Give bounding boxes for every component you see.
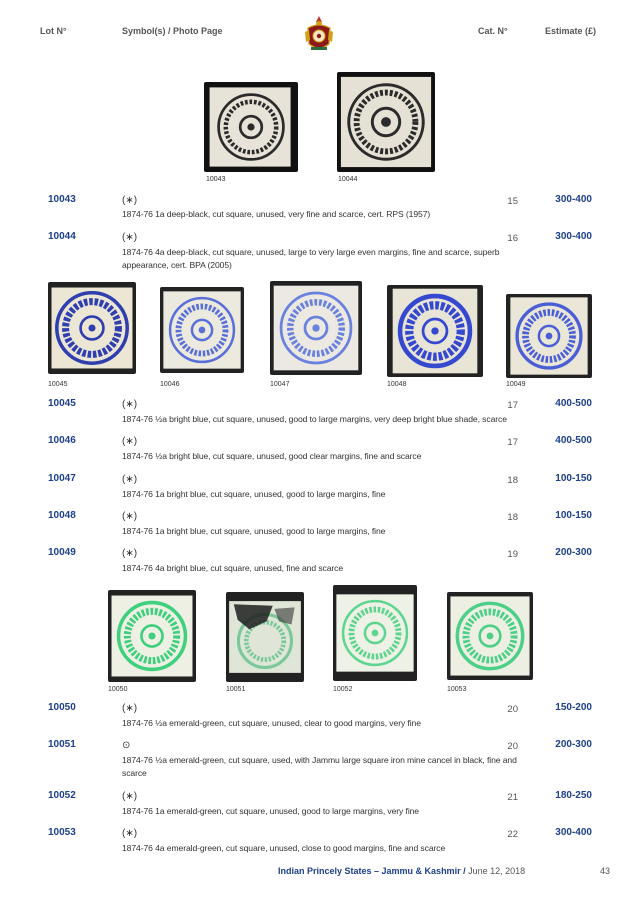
- stamp-image-10048: [387, 285, 483, 377]
- image-label: 10051: [226, 686, 246, 693]
- sale-date: June 12, 2018: [468, 866, 526, 876]
- photo-page: 21: [507, 792, 518, 803]
- condition-symbol: (∗): [122, 232, 138, 243]
- lot-number: 10043: [48, 194, 76, 205]
- catalogue-title: Indian Princely States – Jammu & Kashmir: [278, 866, 461, 876]
- lot-description: 1874-76 1a bright blue, cut square, unused, good to large margins, fine: [122, 526, 386, 536]
- condition-symbol: (∗): [122, 436, 138, 447]
- lot-number: 10049: [48, 547, 76, 558]
- stamp-image-10052: [333, 585, 417, 681]
- condition-symbol: (∗): [122, 548, 138, 559]
- stamp-image-10049: [506, 294, 592, 378]
- condition-symbol: (∗): [122, 399, 138, 410]
- condition-symbol: (∗): [122, 511, 138, 522]
- stamp-image-10050: [108, 590, 196, 682]
- image-label: 10043: [206, 176, 226, 183]
- estimate: 200-300: [555, 547, 592, 558]
- stamp-image-10044: [337, 72, 435, 172]
- condition-symbol: (∗): [122, 703, 138, 714]
- lot-description: 1874-76 1a bright blue, cut square, unused, good to large margins, fine: [122, 489, 386, 499]
- condition-symbol: (∗): [122, 195, 138, 206]
- lot-number: 10052: [48, 790, 76, 801]
- image-label: 10050: [108, 686, 128, 693]
- condition-symbol: (∗): [122, 474, 138, 485]
- header-lot-column: Lot N°: [40, 26, 67, 36]
- image-label: 10049: [506, 381, 526, 388]
- lot-description: 1874-76 ½a bright blue, cut square, unused, good clear margins, fine and scarce: [122, 451, 422, 461]
- lot-number: 10044: [48, 231, 76, 242]
- photo-page: 17: [507, 437, 518, 448]
- photo-page: 15: [507, 196, 518, 207]
- photo-page: 18: [507, 475, 518, 486]
- lot-description: 1874-76 4a bright blue, cut square, unused, fine and scarce: [122, 563, 344, 573]
- lot-number: 10053: [48, 827, 76, 838]
- estimate: 400-500: [555, 398, 592, 409]
- stamp-image-10053: [447, 592, 533, 680]
- stamp-image-10047: [270, 281, 362, 375]
- image-label: 10053: [447, 686, 467, 693]
- lot-description: 1874-76 1a deep-black, cut square, unused, very fine and scarce, cert. RPS (1957): [122, 209, 431, 219]
- estimate: 180-250: [555, 790, 592, 801]
- estimate: 300-400: [555, 231, 592, 242]
- photo-page: 20: [507, 704, 518, 715]
- lot-description: 1874-76 ½a emerald-green, cut square, used, with Jammu large square iron mine cancel in black, fine and scarce: [122, 755, 517, 778]
- condition-symbol: (∗): [122, 791, 138, 802]
- estimate: 300-400: [555, 827, 592, 838]
- condition-symbol: ⊙: [122, 740, 131, 751]
- estimate: 100-150: [555, 510, 592, 521]
- photo-page: 19: [507, 549, 518, 560]
- header-symbol-column: Symbol(s) / Photo Page: [122, 26, 223, 36]
- lot-number: 10046: [48, 435, 76, 446]
- photo-page: 22: [507, 829, 518, 840]
- image-label: 10044: [338, 176, 358, 183]
- image-label: 10048: [387, 381, 407, 388]
- lot-description: 1874-76 4a deep-black, cut square, unused, large to very large even margins, fine and scarce, superb appearance, cert. BPA (2005): [122, 247, 500, 270]
- photo-page: 17: [507, 400, 518, 411]
- header-cat-column: Cat. N°: [478, 26, 508, 36]
- stamp-image-10051: [226, 592, 304, 682]
- lot-number: 10048: [48, 510, 76, 521]
- page-footer: [278, 866, 525, 876]
- lot-description: 1874-76 4a emerald-green, cut square, unused, close to good margins, fine and scarce: [122, 843, 446, 853]
- lot-number: 10047: [48, 473, 76, 484]
- photo-page: 18: [507, 512, 518, 523]
- stamp-image-10043: [204, 82, 298, 172]
- estimate: 300-400: [555, 194, 592, 205]
- stamp-image-10045: [48, 282, 136, 374]
- condition-symbol: (∗): [122, 828, 138, 839]
- crest-logo: [302, 14, 336, 54]
- estimate: 150-200: [555, 702, 592, 713]
- photo-page: 20: [507, 741, 518, 752]
- lot-number: 10051: [48, 739, 76, 750]
- stamp-image-10046: [160, 287, 244, 373]
- image-label: 10046: [160, 381, 180, 388]
- lot-description: 1874-76 ½a bright blue, cut square, unused, good to large margins, very deep bright blue shade, scarce: [122, 414, 507, 424]
- estimate: 200-300: [555, 739, 592, 750]
- lot-description: 1874-76 ½a emerald-green, cut square, unused, clear to good margins, very fine: [122, 718, 421, 728]
- photo-page: 16: [507, 233, 518, 244]
- lot-number: 10045: [48, 398, 76, 409]
- image-label: 10052: [333, 686, 353, 693]
- lot-description: 1874-76 1a emerald-green, cut square, unused, good to large margins, very fine: [122, 806, 419, 816]
- image-label: 10045: [48, 381, 68, 388]
- estimate: 400-500: [555, 435, 592, 446]
- page-number: 43: [599, 866, 610, 876]
- image-label: 10047: [270, 381, 290, 388]
- lot-number: 10050: [48, 702, 76, 713]
- footer-separator: /: [463, 866, 466, 876]
- estimate: 100-150: [555, 473, 592, 484]
- header-estimate-column: Estimate (£): [545, 26, 597, 36]
